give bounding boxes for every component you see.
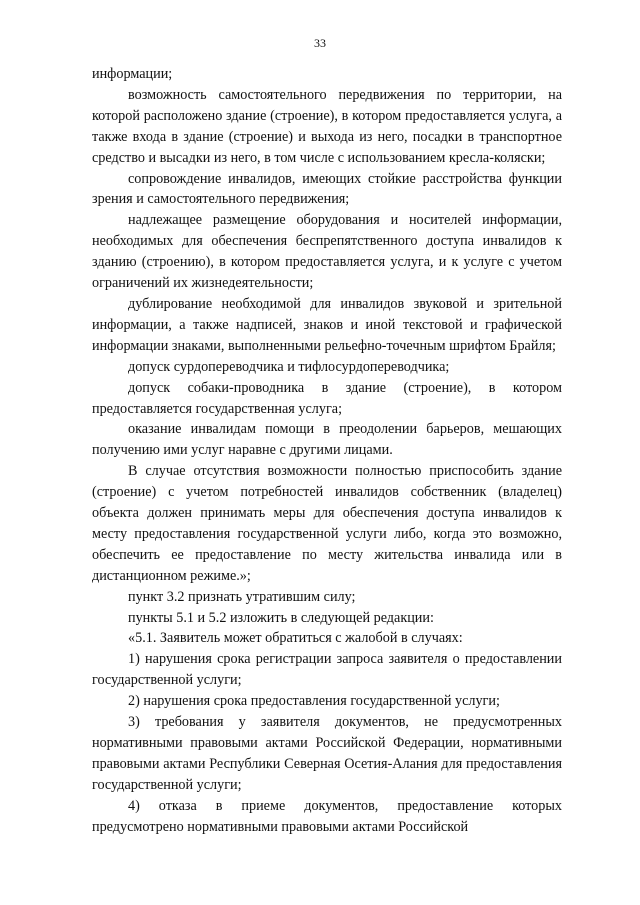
paragraph: В случае отсутствия возможности полностью приспособить здание (строение) с учетом потребностей инвалидов собственник (владелец) объекта должен принимать меры для обеспечения доступа инвалидов к месту предоставления государственной услуги либо, когда это возможно, обеспечить ее предоставление по месту жительства инвалида или в дистанционном режиме.»; [92,463,562,584]
list-item: 1) нарушения срока регистрации запроса заявителя о предоставлении государственной услуги; [92,651,562,689]
paragraph: дублирование необходимой для инвалидов звуковой и зрительной информации, а также надписей, знаков и иной текстовой и графической информации знаками, выполненными рельефно-точечным шрифтом Брайля; [92,295,562,354]
list-item: 4) отказа в приеме документов, предоставление которых предусмотрено нормативными правовыми актами Российской [92,797,562,835]
paragraph: допуск собаки-проводника в здание (строение), в котором предоставляется государственная услуга; [92,379,562,417]
paragraph-continuation: информации; [92,66,173,82]
list-item: 3) требования у заявителя документов, не предусмотренных нормативными правовыми актами Российской Федерации, нормативными правовыми актами Республики Северная Осетия-Алания для предоставления государственной услуги; [92,714,562,793]
paragraph: допуск сурдопереводчика и тифлосурдопереводчика; [128,358,450,375]
list-item: 2) нарушения срока предоставления государственной услуги; [128,693,500,710]
paragraph: возможность самостоятельного передвижения по территории, на которой расположено здание (строение), в котором предоставляется услуга, а также входа в здание (строение) и выхода из него, посадки в транспортное средство и высадки из него, в том числе с использованием кресла-коляски; [92,86,562,166]
paragraph: пункты 5.1 и 5.2 изложить в следующей редакции: [128,609,434,626]
paragraph: сопровождение инвалидов, имеющих стойкие расстройства функции зрения и самостоятельного передвижения; [92,170,562,208]
document-body [92,64,562,838]
paragraph: оказание инвалидам помощи в преодолении барьеров, мешающих получению ими услуг наравне с другими лицами. [92,421,562,459]
paragraph: «5.1. Заявитель может обратиться с жалобой в случаях: [128,630,463,647]
paragraph: надлежащее размещение оборудования и носителей информации, необходимых для обеспечения беспрепятственного доступа инвалидов к зданию (строению), в котором предоставляется услуга, и к услуге с учетом ограничений их жизнедеятельности; [92,212,562,292]
paragraph: пункт 3.2 признать утратившим силу; [128,588,356,605]
page-number: 33 [314,36,326,50]
